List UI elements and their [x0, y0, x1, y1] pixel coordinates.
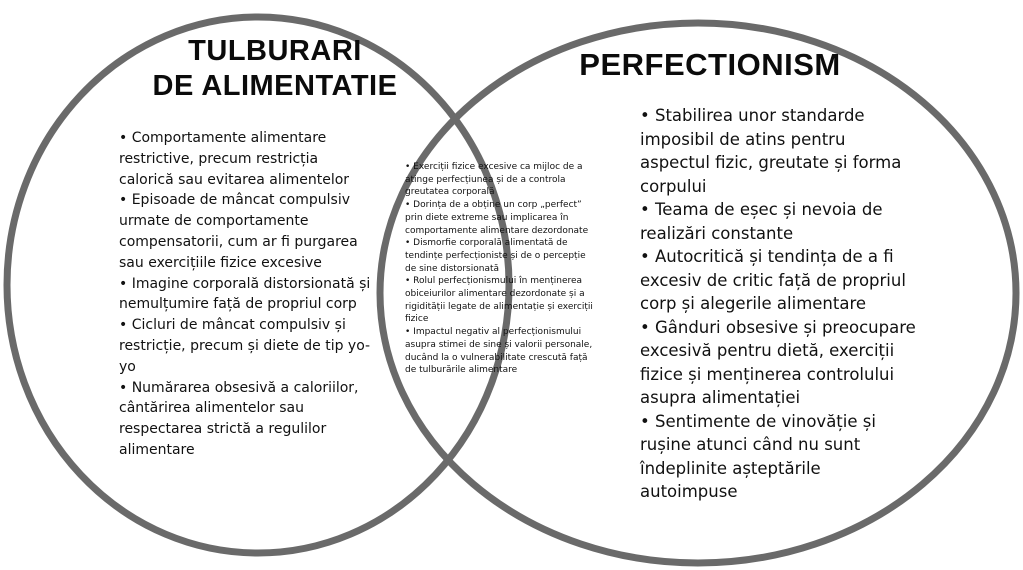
- list-item: • Autocritică și tendința de a fi excesiv de critic față de propriul corp și alegerile alimentare: [640, 247, 906, 313]
- list-item: • Impactul negativ al perfecționismului asupra stimei de sine și valorii personale, ducând la o vulnerabilitate crescută față de tulburările alimentare: [405, 327, 593, 376]
- list-item: • Dismorfie corporală alimentată de tendințe perfecționiste și de o percepție de sine distorsionată: [405, 238, 586, 274]
- list-item: • Teama de eșec și nevoia de realizări constante: [640, 200, 883, 243]
- list-item: • Exerciții fizice excesive ca mijloc de a atinge perfecțiunea și de a controla greutatea corporală: [405, 162, 583, 198]
- list-item: • Rolul perfecționismului în menținerea obiceiurilor alimentare dezordonate și a rigidității legate de alimentație și exerciții fizice: [405, 276, 593, 325]
- list-item: • Gânduri obsesive și preocupare excesivă pentru dietă, exerciții fizice și menținerea controlului asupra alimentației: [640, 317, 916, 407]
- right-title: PERFECTIONISM: [579, 47, 841, 82]
- left-title-line-2: DE ALIMENTATIE: [152, 69, 398, 102]
- list-item: • Sentimente de vinovăție și rușine atunci când nu sunt îndeplinite așteptările autoimpuse: [640, 411, 876, 501]
- right-list: [640, 104, 920, 504]
- left-title-line-1: TULBURARI: [188, 35, 362, 67]
- list-item: • Comportamente alimentare restrictive, precum restricția calorică sau evitarea alimentelor: [119, 130, 350, 188]
- list-item: • Episoade de mâncat compulsiv urmate de comportamente compensatorii, cum ar fi purgarea sau exercițiile fizice excesive: [119, 192, 358, 271]
- list-item: • Numărarea obsesivă a caloriilor, cântărirea alimentelor sau respectarea strictă a regulilor alimentare: [119, 379, 359, 458]
- list-item: • Cicluri de mâncat compulsiv și restricție, precum și diete de tip yo-yo: [119, 317, 371, 375]
- overlap-list: [405, 161, 595, 377]
- left-title: [140, 34, 410, 104]
- list-item: • Stabilirea unor standarde imposibil de atins pentru aspectul fizic, greutate și forma corpului: [640, 106, 902, 196]
- list-item: • Imagine corporală distorsionată și nemulțumire față de propriul corp: [119, 275, 371, 313]
- list-item: • Dorința de a obține un corp „perfect” prin diete extreme sau implicarea în comportamente alimentare dezordonate: [405, 200, 589, 236]
- left-list: [119, 128, 371, 461]
